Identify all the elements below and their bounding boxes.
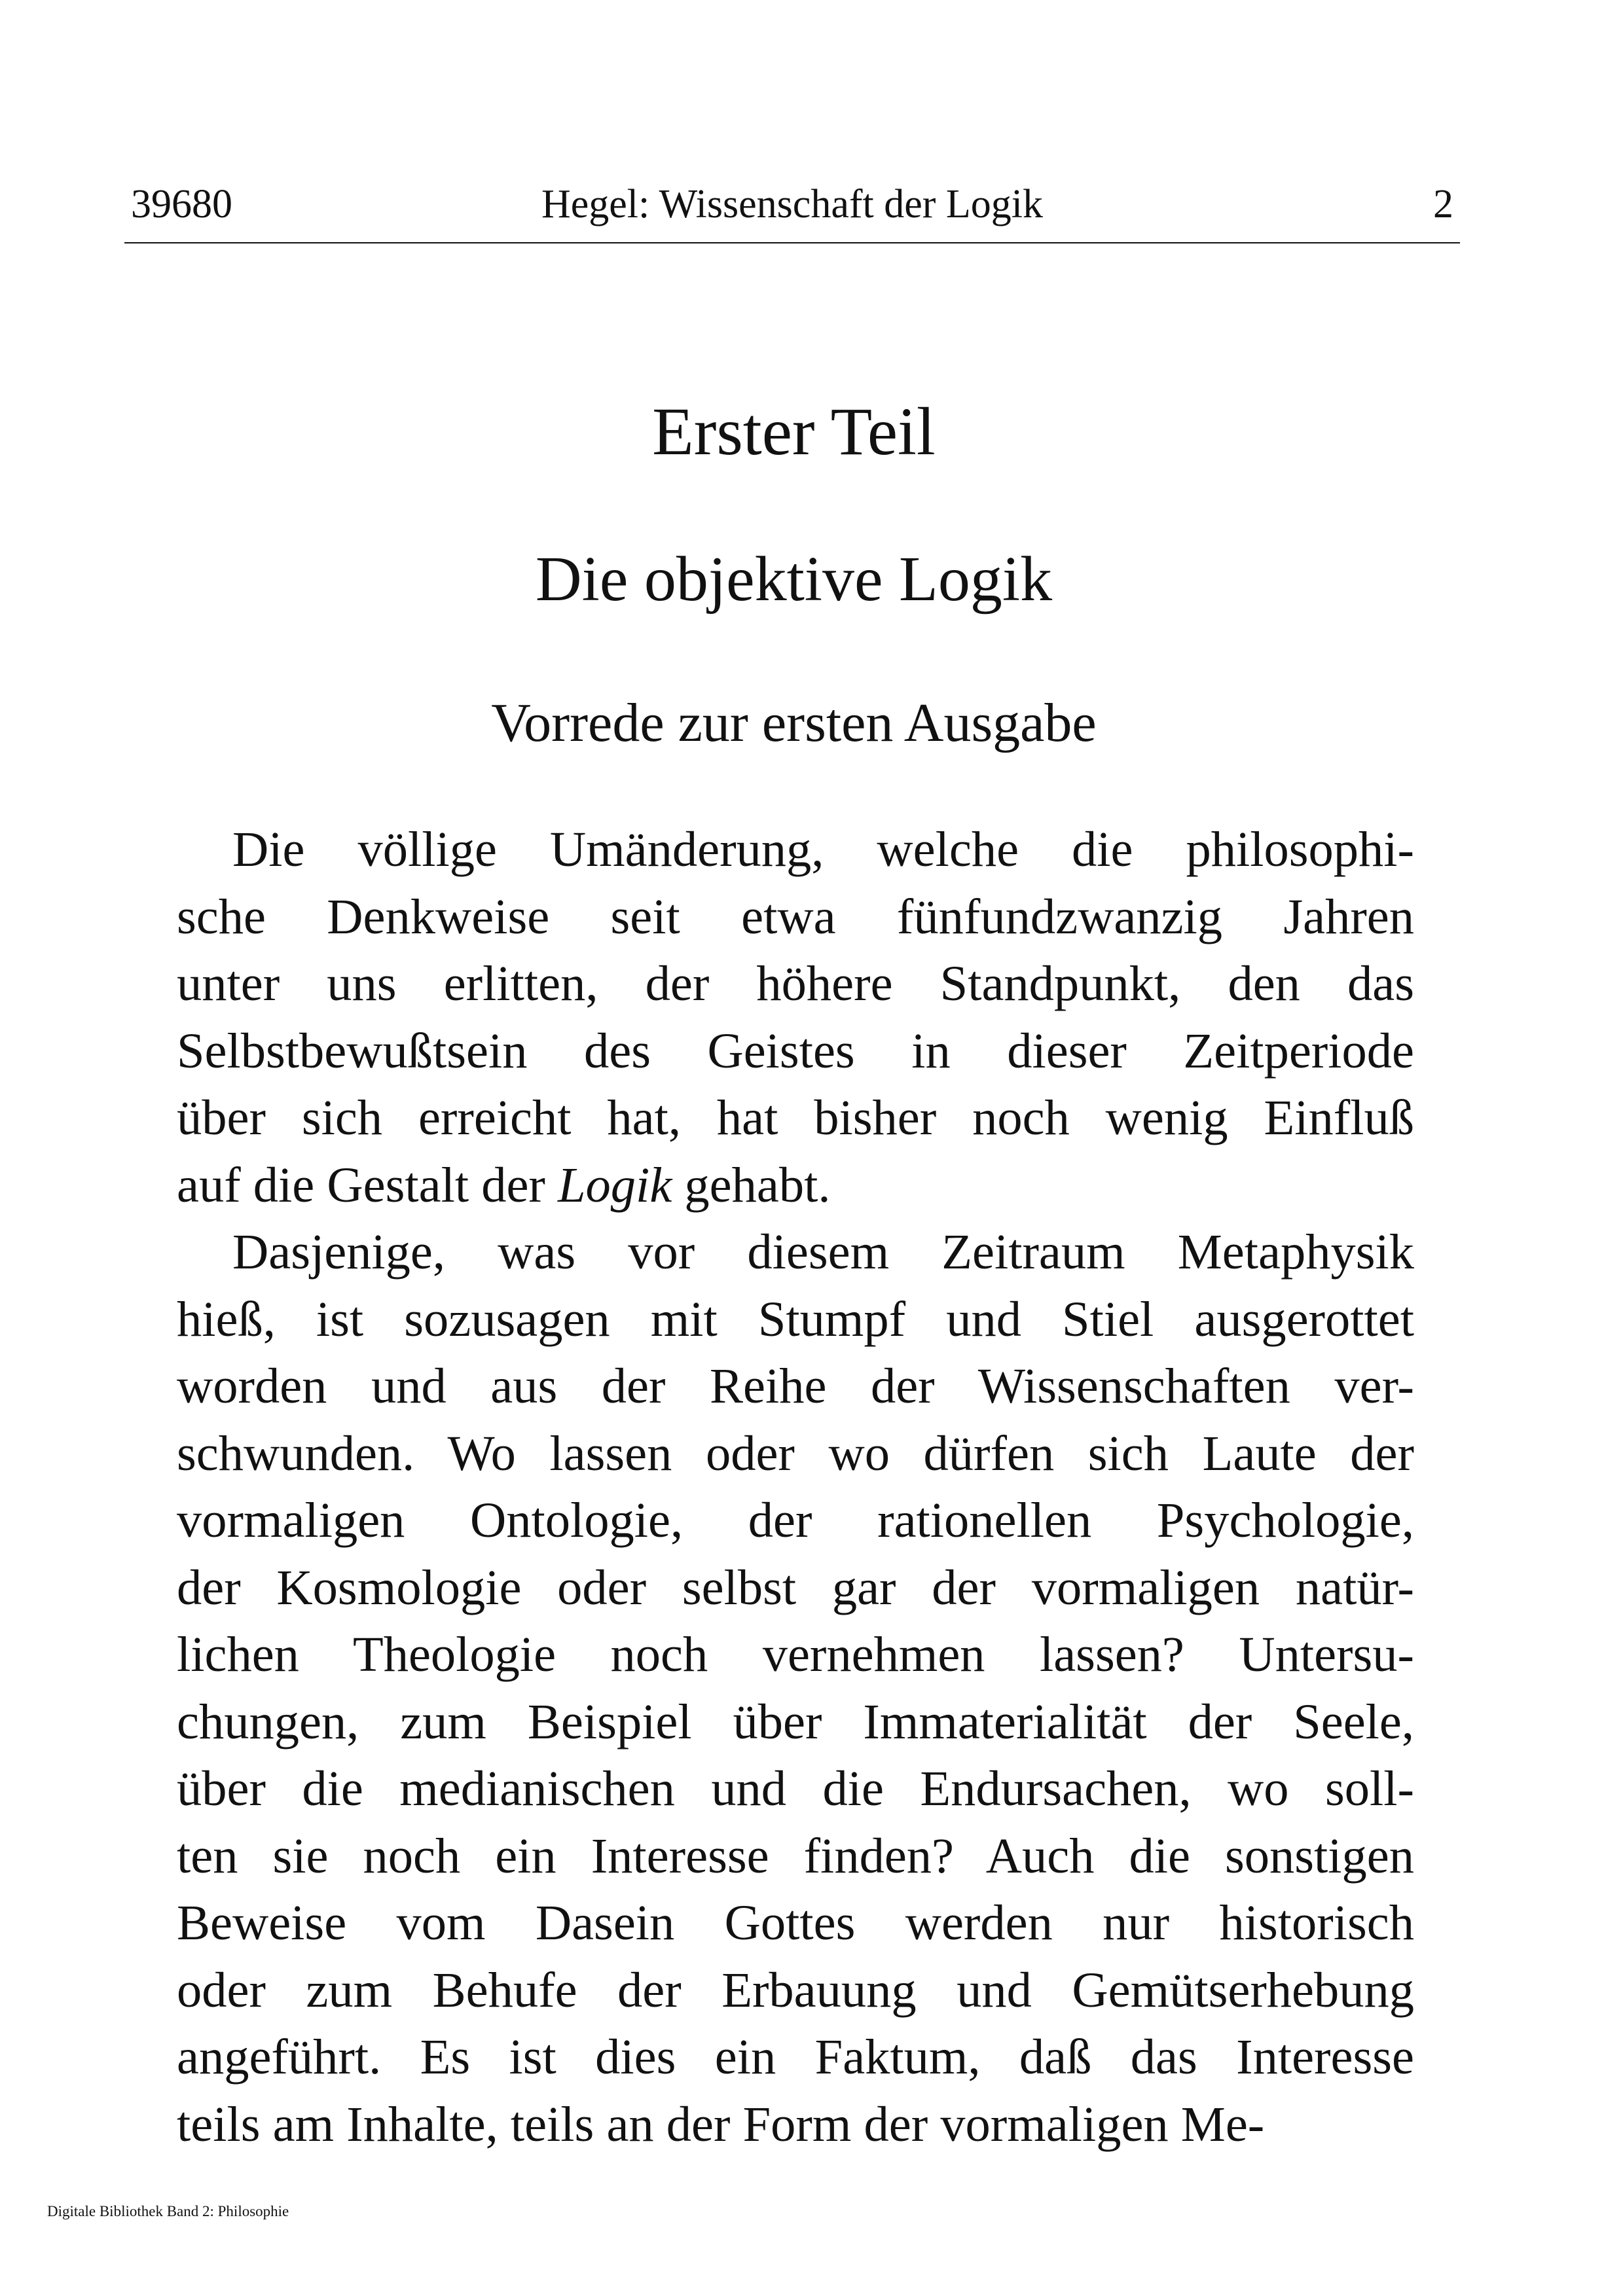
text-line: über sich erreicht hat, hat bisher noch wenig Einfluß: [177, 1090, 1414, 1145]
emphasis: Logik: [558, 1157, 672, 1213]
running-header: [124, 171, 1460, 237]
text-line: hieß, ist sozusagen mit Stumpf und Stiel ausgerottet: [177, 1291, 1414, 1347]
text-line: sche Denkweise seit etwa fünfundzwanzig Jahren: [177, 888, 1414, 944]
text-line: worden und aus der Reihe der Wissenschaften ver-: [177, 1358, 1414, 1414]
section-heading: Die objektive Logik: [535, 544, 1053, 615]
text-line: lichen Theologie noch vernehmen lassen? Untersu-: [177, 1626, 1414, 1682]
body-text: [177, 816, 1414, 2158]
text-line: unter uns erlitten, der höhere Standpunkt, den das: [177, 956, 1414, 1011]
page-number: 2: [1433, 182, 1453, 226]
text-line: vormaligen Ontologie, der rationellen Psychologie,: [177, 1492, 1414, 1548]
chapter-heading: Vorrede zur ersten Ausgabe: [491, 692, 1097, 753]
part-heading: Erster Teil: [652, 394, 936, 469]
header-rule: [124, 242, 1460, 243]
running-title: Hegel: Wissenschaft der Logik: [541, 182, 1043, 226]
text-line: teils am Inhalte, teils an der Form der vormaligen Me-: [177, 2096, 1265, 2152]
text-line: der Kosmologie oder selbst gar der vormaligen natür-: [177, 1559, 1414, 1615]
text-line: angeführt. Es ist dies ein Faktum, daß das Interesse: [177, 2029, 1414, 2085]
text-line: Die völlige Umänderung, welche die philosophi-: [232, 821, 1414, 877]
text-line: Selbstbewußtsein des Geistes in dieser Zeitperiode: [177, 1022, 1414, 1079]
text-line: Beweise vom Dasein Gottes werden nur historisch: [177, 1895, 1414, 1950]
text-line: schwunden. Wo lassen oder wo dürfen sich Laute der: [177, 1425, 1414, 1481]
page-footer: Digitale Bibliothek Band 2: Philosophie: [47, 2203, 289, 2219]
text-line: Dasjenige, was vor diesem Zeitraum Metaphysik: [232, 1224, 1414, 1280]
text-line: auf die Gestalt der Logik gehabt.: [177, 1157, 831, 1213]
document-number: 39680: [131, 182, 232, 226]
paragraph: [177, 1219, 1414, 2158]
text-line: über die medianischen und die Endursachen, wo soll-: [177, 1761, 1414, 1816]
paragraph: [177, 816, 1414, 1219]
text-line: chungen, zum Beispiel über Immaterialität der Seele,: [177, 1693, 1414, 1749]
text-line: ten sie noch ein Interesse finden? Auch die sonstigen: [177, 1827, 1414, 1884]
text-line: oder zum Behufe der Erbauung und Gemütserhebung: [177, 1962, 1414, 2018]
